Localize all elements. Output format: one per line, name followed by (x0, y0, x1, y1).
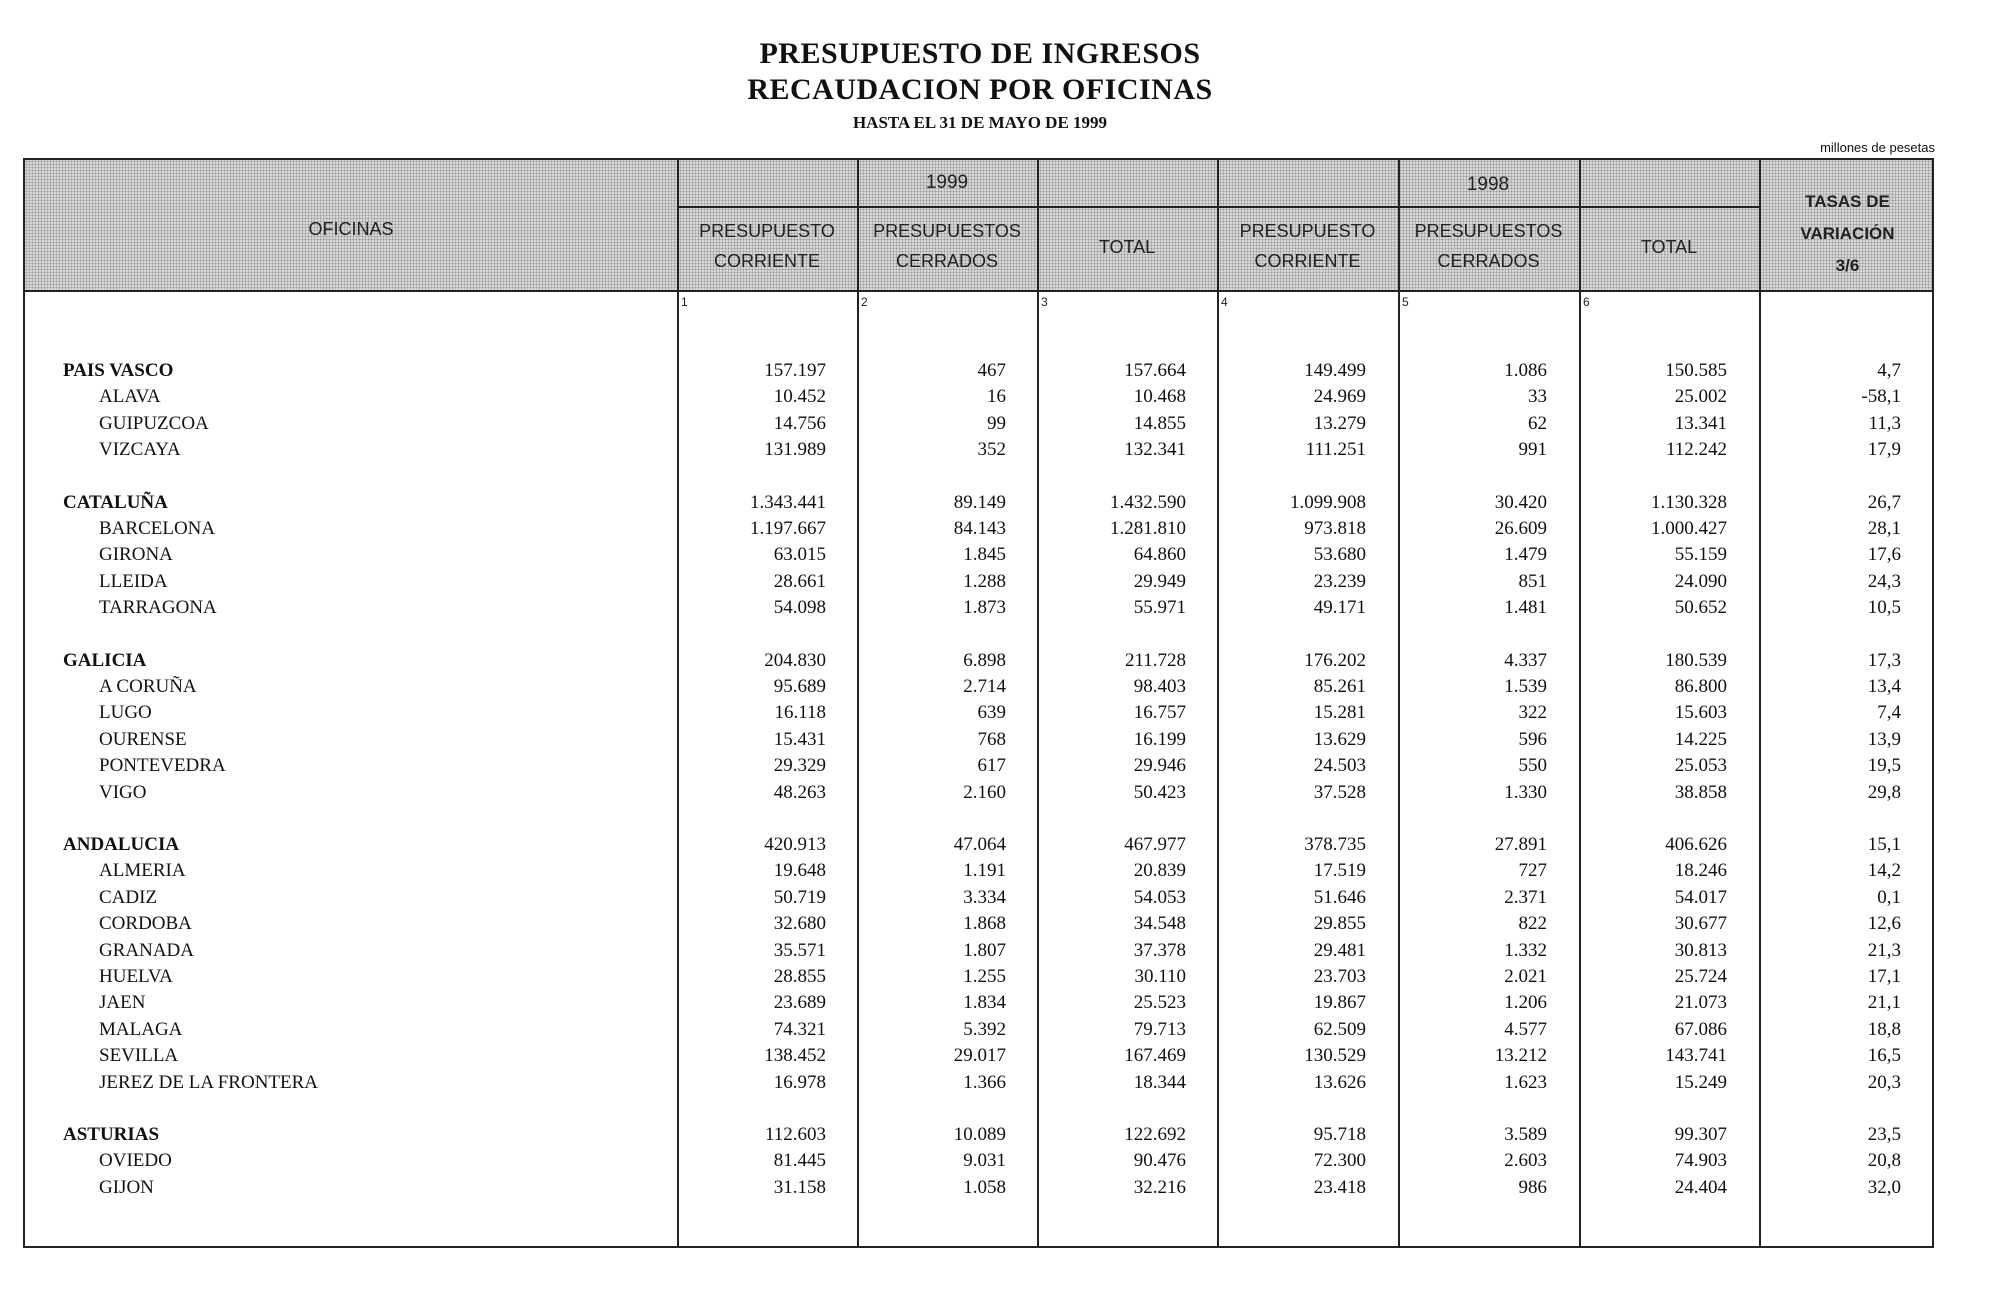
table-cell: 16.199 (1133, 728, 1186, 750)
table-row (25, 542, 1932, 568)
table-row (25, 595, 1932, 621)
table-cell: 1.330 (1504, 781, 1547, 803)
table-cell: 28.855 (773, 966, 826, 987)
office-name: LLEIDA (99, 570, 168, 592)
table-cell: 10.468 (1133, 386, 1186, 408)
table-cell: 53.680 (1313, 544, 1366, 566)
table-cell: 21,1 (1867, 992, 1901, 1014)
office-name: ALAVA (99, 386, 161, 408)
table-cell: 180.539 (1665, 649, 1727, 671)
table-cell: 26,7 (1867, 491, 1901, 513)
header-line: TASAS DE (1805, 192, 1890, 211)
table-cell: 90.476 (1133, 1150, 1186, 1172)
table-cell: 47.064 (953, 834, 1006, 855)
table-cell: 79.713 (1133, 1018, 1186, 1040)
table-cell: 12,6 (1867, 913, 1901, 935)
table-cell: 138.452 (764, 1045, 826, 1067)
table-cell: 16.757 (1133, 702, 1186, 724)
table-cell: 99 (987, 412, 1006, 434)
table-cell: 132.341 (1124, 439, 1186, 461)
table-cell: 1.086 (1504, 360, 1547, 381)
table-cell: 1.479 (1504, 544, 1547, 566)
table-row (25, 1175, 1932, 1201)
office-name: ALMERIA (99, 860, 186, 882)
column-number: 1 (681, 295, 688, 309)
table-cell: 130.529 (1304, 1045, 1366, 1067)
table-cell: 1.868 (963, 913, 1006, 935)
table-cell: 111.251 (1305, 439, 1366, 461)
office-name: GUIPUZCOA (99, 412, 209, 434)
page-title-line2: RECAUDACION POR OFICINAS (747, 73, 1213, 106)
table-cell: 420.913 (764, 834, 826, 855)
table-cell: 50.423 (1133, 781, 1186, 803)
header-presupuestos-cerrados-1999 (857, 216, 1037, 276)
table-cell: 0,1 (1877, 886, 1901, 908)
table-cell: 29.855 (1313, 913, 1366, 935)
header-total-1999: TOTAL (1098, 237, 1156, 257)
table-cell: 15.431 (773, 728, 826, 750)
table-cell: 23,5 (1867, 1124, 1901, 1145)
table-cell: 1.332 (1504, 939, 1547, 961)
table-row (25, 437, 1932, 463)
table-cell: 18.246 (1674, 860, 1727, 882)
table-cell: 50.719 (773, 886, 826, 908)
table-row (25, 1043, 1932, 1069)
table-cell: 54.098 (773, 597, 826, 619)
table-row (25, 1070, 1932, 1096)
table-cell: 33 (1528, 386, 1547, 408)
table-cell: 149.499 (1304, 360, 1366, 381)
table-cell: 50.652 (1674, 597, 1727, 619)
table-cell: 38.858 (1674, 781, 1727, 803)
table-cell: 112.242 (1665, 439, 1727, 461)
table-row (25, 384, 1932, 410)
table-cell: 1.206 (1504, 992, 1547, 1014)
table-cell: 16,5 (1867, 1045, 1901, 1067)
table-row (25, 1017, 1932, 1043)
table-cell: 14.855 (1133, 412, 1186, 434)
header-year-1999: 1999 (925, 172, 969, 193)
office-name: PONTEVEDRA (99, 755, 226, 777)
table-cell: 15.603 (1674, 702, 1727, 724)
table-cell: 20,3 (1867, 1071, 1901, 1093)
data-table (23, 158, 1934, 1248)
table-cell: 13.279 (1313, 412, 1366, 434)
table-cell: 5.392 (963, 1018, 1006, 1040)
office-name: GIRONA (99, 544, 173, 566)
table-cell: 20,8 (1867, 1150, 1901, 1172)
table-cell: 63.015 (773, 544, 826, 566)
table-cell: 24.090 (1674, 570, 1727, 592)
table-cell: 34.548 (1133, 913, 1186, 935)
table-cell: 1.845 (963, 544, 1006, 566)
table-cell: 10.089 (953, 1124, 1006, 1145)
table-cell: 2.714 (963, 676, 1006, 697)
table-cell: 596 (1518, 728, 1547, 750)
units-note: millones de pesetas (1820, 140, 1935, 155)
table-cell: 112.603 (764, 1124, 826, 1145)
column-number: 3 (1041, 295, 1048, 309)
table-cell: 24.503 (1313, 755, 1366, 777)
table-cell: 4.337 (1504, 649, 1547, 671)
table-row (25, 569, 1932, 595)
header-tasas-variacion (1759, 186, 1936, 282)
table-cell: 74.903 (1674, 1150, 1727, 1172)
header-oficinas: OFICINAS (308, 219, 394, 239)
region-name: ASTURIAS (63, 1124, 160, 1145)
table-cell: 1.539 (1504, 676, 1547, 697)
table-cell: 991 (1518, 439, 1547, 461)
table-cell: 167.469 (1124, 1045, 1186, 1067)
table-cell: 617 (977, 755, 1006, 777)
office-name: BARCELONA (99, 518, 216, 539)
header-line: CORRIENTE (713, 251, 820, 271)
table-cell: 1.281.810 (1110, 518, 1186, 539)
table-cell: 48.263 (773, 781, 826, 803)
table-cell: 26.609 (1494, 518, 1547, 539)
table-cell: 1.000.427 (1651, 518, 1727, 539)
table-cell: 23.689 (773, 992, 826, 1014)
table-cell: 639 (977, 702, 1006, 724)
table-cell: 30.677 (1674, 913, 1727, 935)
header-year-1998: 1998 (1466, 174, 1510, 195)
office-name: LUGO (99, 702, 152, 724)
table-cell: 13.341 (1674, 412, 1727, 434)
table-cell: 143.741 (1665, 1045, 1727, 1067)
table-cell: 13.626 (1313, 1071, 1366, 1093)
column-number: 5 (1402, 295, 1409, 309)
table-cell: 16.118 (774, 702, 826, 724)
table-row (25, 727, 1932, 753)
table-cell: 25.002 (1674, 386, 1727, 408)
table-cell: 17,6 (1867, 544, 1901, 566)
header-presupuestos-cerrados-1998 (1398, 216, 1579, 276)
table-cell: 2.371 (1504, 886, 1547, 908)
table-cell: 13.629 (1313, 728, 1366, 750)
table-row (25, 885, 1932, 911)
header-presupuesto-corriente-1999 (677, 216, 857, 276)
table-cell: 176.202 (1304, 649, 1366, 671)
table-cell: 32.680 (773, 913, 826, 935)
table-cell: 54.017 (1674, 886, 1727, 908)
table-cell: 28,1 (1867, 518, 1901, 539)
table-row (25, 964, 1932, 990)
region-name: GALICIA (63, 649, 147, 671)
table-cell: 851 (1518, 570, 1547, 592)
table-cell: 30.813 (1674, 939, 1727, 961)
office-name: TARRAGONA (99, 597, 217, 619)
table-cell: 29,8 (1867, 781, 1901, 803)
table-row (25, 858, 1932, 884)
report-titles (0, 36, 1960, 136)
office-name: SEVILLA (99, 1045, 179, 1067)
region-name: PAIS VASCO (63, 360, 174, 381)
table-cell: 16 (987, 386, 1006, 408)
table-cell: 99.307 (1674, 1124, 1727, 1145)
table-cell: 9.031 (963, 1150, 1006, 1172)
table-cell: 32,0 (1867, 1176, 1901, 1198)
table-cell: 18,8 (1867, 1018, 1901, 1040)
table-cell: 1.623 (1504, 1071, 1547, 1093)
table-cell: 24.404 (1674, 1176, 1727, 1198)
table-row (25, 700, 1932, 726)
table-cell: 7,4 (1877, 702, 1901, 724)
table-cell: 13.212 (1494, 1045, 1547, 1067)
table-cell: 15,1 (1867, 834, 1901, 855)
table-cell: 157.664 (1124, 360, 1186, 381)
table-cell: 25.523 (1133, 992, 1186, 1014)
table-cell: 11,3 (1868, 412, 1901, 434)
table-cell: 74.321 (773, 1018, 826, 1040)
table-row (25, 411, 1932, 437)
table-cell: 16.978 (773, 1071, 826, 1093)
table-cell: 1.288 (963, 570, 1006, 592)
table-row (25, 1122, 1932, 1148)
table-cell: 1.366 (963, 1071, 1006, 1093)
office-name: HUELVA (99, 966, 173, 987)
header-line: PRESUPUESTOS (873, 221, 1021, 241)
table-cell: 19.648 (773, 860, 826, 882)
table-cell: 23.703 (1313, 966, 1366, 987)
header-line: PRESUPUESTO (699, 221, 835, 241)
table-cell: 20.839 (1133, 860, 1186, 882)
table-cell: 51.646 (1313, 886, 1366, 908)
table-cell: 37.378 (1133, 939, 1186, 961)
office-name: VIGO (99, 781, 147, 803)
table-cell: 1.197.667 (750, 518, 826, 539)
table-cell: 13,9 (1867, 728, 1901, 750)
table-cell: 25.724 (1674, 966, 1727, 987)
table-cell: 29.949 (1133, 570, 1186, 592)
table-cell: 973.818 (1304, 518, 1366, 539)
header-total-1998: TOTAL (1640, 237, 1698, 257)
table-cell: 37.528 (1313, 781, 1366, 803)
table-cell: 72.300 (1313, 1150, 1366, 1172)
table-cell: 18.344 (1133, 1071, 1186, 1093)
table-row (25, 358, 1932, 384)
table-cell: 1.432.590 (1110, 491, 1186, 513)
table-cell: 2.021 (1504, 966, 1547, 987)
table-cell: 14,2 (1867, 860, 1901, 882)
table-cell: 550 (1518, 755, 1547, 777)
table-cell: 17,9 (1867, 439, 1901, 461)
office-name: GIJON (99, 1176, 154, 1198)
table-cell: 29.946 (1133, 755, 1186, 777)
table-cell: -58,1 (1861, 386, 1901, 408)
table-cell: 406.626 (1665, 834, 1727, 855)
table-cell: 17.519 (1313, 860, 1366, 882)
table-cell: 81.445 (773, 1150, 826, 1172)
table-cell: 25.053 (1674, 755, 1727, 777)
table-cell: 122.692 (1124, 1124, 1186, 1145)
table-row (25, 674, 1932, 700)
table-cell: 10,5 (1867, 597, 1901, 619)
table-cell: 2.160 (963, 781, 1006, 803)
table-cell: 31.158 (773, 1176, 826, 1198)
office-name: GRANADA (99, 939, 194, 961)
table-cell: 29.481 (1313, 939, 1366, 961)
table-cell: 204.830 (764, 649, 826, 671)
office-name: JAEN (99, 992, 146, 1014)
table-cell: 467 (977, 360, 1006, 381)
table-cell: 768 (977, 728, 1006, 750)
table-cell: 1.873 (963, 597, 1006, 619)
header-line: 3/6 (1835, 256, 1860, 275)
office-name: JEREZ DE LA FRONTERA (99, 1071, 319, 1093)
table-cell: 67.086 (1674, 1018, 1727, 1040)
header-line: PRESUPUESTOS (1414, 221, 1563, 241)
table-cell: 467.977 (1124, 834, 1186, 855)
table-cell: 15.281 (1313, 702, 1366, 724)
table-cell: 131.989 (764, 439, 826, 461)
table-cell: 1.807 (963, 939, 1006, 961)
table-cell: 1.130.328 (1651, 491, 1727, 513)
table-cell: 64.860 (1133, 544, 1186, 566)
office-name: MALAGA (99, 1018, 183, 1040)
table-row (25, 753, 1932, 779)
table-cell: 14.225 (1674, 728, 1727, 750)
table-cell: 24,3 (1867, 570, 1901, 592)
table-cell: 3.589 (1504, 1124, 1547, 1145)
table-cell: 1.099.908 (1290, 491, 1366, 513)
header-line: CERRADOS (1437, 251, 1540, 271)
header-line: CORRIENTE (1254, 251, 1361, 271)
table-row (25, 832, 1932, 858)
page-title: PRESUPUESTO DE INGRESOS (759, 37, 1201, 70)
table-cell: 23.239 (1313, 570, 1366, 592)
table-cell: 49.171 (1313, 597, 1366, 619)
header-line: CERRADOS (895, 251, 998, 271)
column-number: 6 (1583, 295, 1590, 309)
table-cell: 30.110 (1134, 966, 1186, 987)
office-name: A CORUÑA (99, 676, 197, 697)
table-cell: 62.509 (1313, 1018, 1366, 1040)
table-cell: 89.149 (953, 491, 1006, 513)
table-cell: 86.800 (1674, 676, 1727, 697)
table-row (25, 648, 1932, 674)
table-cell: 3.334 (963, 886, 1006, 908)
table-cell: 14.756 (773, 412, 826, 434)
table-row (25, 1148, 1932, 1174)
table-cell: 21,3 (1867, 939, 1901, 961)
table-cell: 98.403 (1133, 676, 1186, 697)
table-cell: 85.261 (1313, 676, 1366, 697)
page-subtitle: HASTA EL 31 DE MAYO DE 1999 (852, 113, 1108, 132)
table-cell: 55.159 (1674, 544, 1727, 566)
table-cell: 95.689 (773, 676, 826, 697)
table-cell: 1.255 (963, 966, 1006, 987)
table-cell: 727 (1518, 860, 1547, 882)
table-cell: 95.718 (1313, 1124, 1366, 1145)
table-cell: 1.058 (963, 1176, 1006, 1198)
table-cell: 54.053 (1133, 886, 1186, 908)
table-row (25, 516, 1932, 542)
office-name: OURENSE (99, 728, 187, 750)
table-cell: 19,5 (1867, 755, 1901, 777)
table-cell: 822 (1518, 913, 1547, 935)
table-cell: 157.197 (764, 360, 826, 381)
region-name: ANDALUCIA (63, 834, 180, 855)
table-cell: 29.017 (953, 1045, 1006, 1067)
table-cell: 19.867 (1313, 992, 1366, 1014)
table-row (25, 490, 1932, 516)
table-cell: 24.969 (1313, 386, 1366, 408)
table-cell: 986 (1518, 1176, 1547, 1198)
table-row (25, 911, 1932, 937)
office-name: CORDOBA (99, 913, 192, 935)
table-cell: 322 (1518, 702, 1547, 724)
table-cell: 150.585 (1665, 360, 1727, 381)
table-cell: 1.834 (963, 992, 1006, 1014)
table-cell: 10.452 (773, 386, 826, 408)
table-cell: 17,3 (1867, 649, 1901, 671)
table-cell: 1.481 (1504, 597, 1547, 619)
table-cell: 2.603 (1504, 1150, 1547, 1172)
table-cell: 62 (1528, 412, 1547, 434)
header-line: VARIACIÓN (1800, 224, 1895, 243)
table-cell: 28.661 (773, 570, 826, 592)
table-cell: 55.971 (1133, 597, 1186, 619)
table-cell: 30.420 (1494, 491, 1547, 513)
table-cell: 35.571 (773, 939, 826, 961)
office-name: CADIZ (99, 886, 158, 908)
table-row (25, 780, 1932, 806)
table-cell: 17,1 (1867, 966, 1901, 987)
table-cell: 32.216 (1133, 1176, 1186, 1198)
column-number: 2 (861, 295, 868, 309)
table-cell: 84.143 (953, 518, 1006, 539)
table-cell: 378.735 (1304, 834, 1366, 855)
table-cell: 1.343.441 (750, 491, 826, 513)
office-name: OVIEDO (99, 1150, 172, 1172)
header-line: PRESUPUESTO (1239, 221, 1376, 241)
table-row (25, 990, 1932, 1016)
office-name: VIZCAYA (99, 439, 181, 461)
table-cell: 211.728 (1124, 649, 1186, 671)
table-cell: 21.073 (1674, 992, 1727, 1014)
table-cell: 1.191 (963, 860, 1006, 882)
table-cell: 27.891 (1494, 834, 1547, 855)
table-cell: 4.577 (1504, 1018, 1547, 1040)
table-cell: 29.329 (773, 755, 826, 777)
table-cell: 4,7 (1877, 360, 1901, 381)
year-divider (677, 206, 1759, 208)
table-cell: 6.898 (963, 649, 1006, 671)
table-cell: 15.249 (1674, 1071, 1727, 1093)
table-cell: 352 (977, 439, 1006, 461)
header-presupuesto-corriente-1998 (1217, 216, 1398, 276)
region-name: CATALUÑA (63, 491, 168, 513)
table-cell: 23.418 (1313, 1176, 1366, 1198)
table-row (25, 938, 1932, 964)
table-cell: 13,4 (1867, 676, 1901, 697)
column-number: 4 (1221, 295, 1228, 309)
